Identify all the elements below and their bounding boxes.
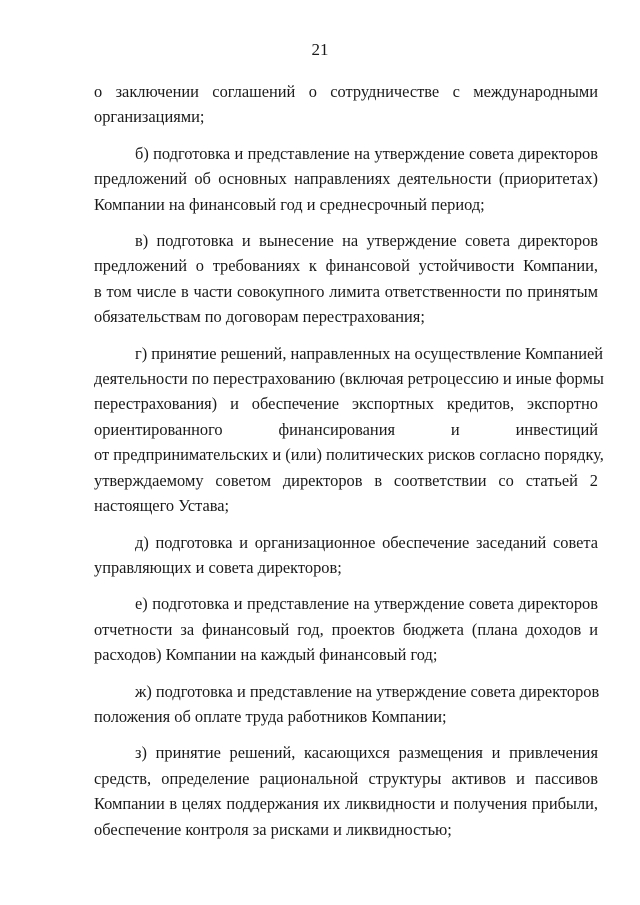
text-line: управляющих и совета директоров; (94, 557, 342, 577)
paragraph (94, 530, 598, 581)
page-number: 21 (311, 40, 329, 59)
text-line: в) подготовка и вынесение на утверждение совета директоров (135, 231, 598, 251)
text-line: средств, определение рациональной структуры активов и пассивов (94, 768, 598, 788)
text-line: е) подготовка и представление на утверждение совета директоров (135, 594, 598, 614)
text-line: д) подготовка и организационное обеспечение заседаний совета (135, 532, 598, 552)
text-line: отчетности за финансовый год, проектов бюджета (плана доходов и (94, 619, 598, 639)
text-line: предложений о требованиях к финансовой устойчивости Компании, (94, 256, 598, 276)
text-line: перестрахования) и обеспечение экспортных кредитов, экспортно (94, 394, 598, 414)
text-line: организациями; (94, 107, 205, 127)
text-line: з) принятие решений, касающихся размещения и привлечения (135, 743, 598, 763)
text-line: б) подготовка и представление на утверждение совета директоров (135, 143, 598, 163)
text-line: настоящего Устава; (94, 496, 230, 516)
text-line: утверждаемому советом директоров в соответствии со статьей 2 (94, 470, 598, 490)
text-line: предложений об основных направлениях деятельности (приоритетах) (94, 169, 598, 189)
text-line: обязательствам по договорам перестрахования; (94, 307, 425, 327)
paragraph (94, 141, 598, 217)
paragraph (94, 79, 598, 130)
paragraph (94, 679, 598, 730)
text-line: расходов) Компании на каждый финансовый год; (94, 645, 438, 665)
text-line: от предпринимательских и (или) политических рисков согласно порядку, (94, 445, 604, 465)
text-line: положения об оплате труда работников Компании; (94, 706, 447, 726)
text-line: ориентированного финансирования и инвестиций (94, 419, 598, 439)
document-body (94, 79, 604, 853)
text-line: ж) подготовка и представление на утверждение совета директоров (135, 681, 600, 701)
text-line: Компании на финансовый год и среднесрочный период; (94, 194, 485, 214)
paragraph (94, 740, 598, 842)
paragraph (94, 341, 604, 519)
paragraph (94, 228, 598, 330)
text-line: обеспечение контроля за рисками и ликвидностью; (94, 819, 452, 839)
text-line: в том числе в части совокупного лимита ответственности по принятым (94, 281, 598, 301)
paragraph (94, 591, 598, 667)
text-line: о заключении соглашений о сотрудничестве с международными (94, 82, 598, 101)
text-line: Компании в целях поддержания их ликвидности и получения прибыли, (94, 794, 598, 814)
text-line: деятельности по перестрахованию (включая ретроцессию и иные формы (94, 369, 604, 389)
text-line: г) принятие решений, направленных на осуществление Компанией (135, 343, 604, 363)
